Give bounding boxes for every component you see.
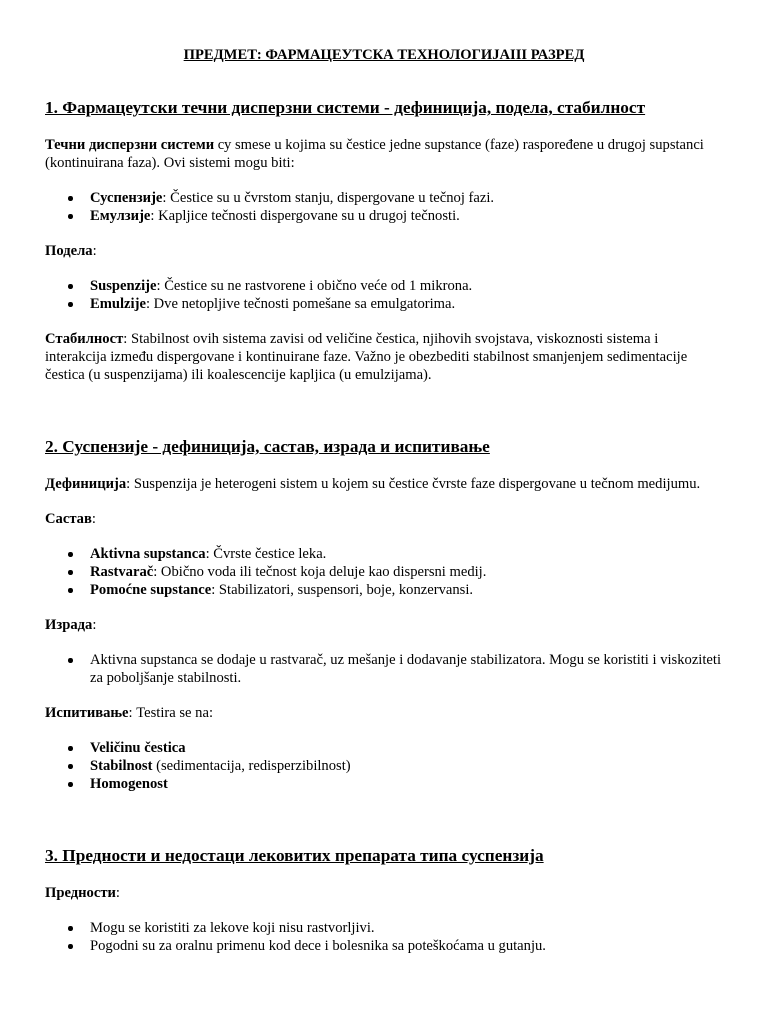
- list-item: Mogu se koristiti za lekove koji nisu rastvorljivi.: [90, 919, 723, 937]
- list-item-text: : Dve netopljive tečnosti pomešane sa emulgatorima.: [145, 296, 456, 312]
- advantages-colon: :: [115, 885, 120, 901]
- stability-paragraph: [45, 330, 723, 384]
- advantages-label-paragraph: [45, 884, 723, 902]
- preparation-colon: :: [92, 617, 97, 633]
- division-list: [45, 277, 723, 313]
- list-item-term: Emulzije: [90, 296, 146, 312]
- testing-list: [45, 739, 723, 793]
- preparation-label-paragraph: [45, 616, 723, 634]
- list-item: Aktivna supstanca se dodaje u rastvarač, uz mešanje i dodavanje stabilizatora. Mogu se koristiti i viskoziteti za poboljšanje stabilnosti.: [90, 652, 722, 686]
- list-item: [90, 739, 723, 757]
- division-label-paragraph: [45, 242, 723, 260]
- division-colon: :: [92, 243, 97, 259]
- list-item-term: Емулзије: [90, 208, 151, 224]
- list-item-text: : Čestice su ne rastvorene i obično veće od 1 mikrona.: [156, 278, 473, 294]
- testing-label: Испитивање: [45, 705, 129, 721]
- document-title: ПРЕДМЕТ: ФАРМАЦЕУТСКА ТЕХНОЛОГИЈАIII РАЗРЕД: [183, 47, 585, 63]
- list-item-term: Rastvarač: [90, 564, 154, 580]
- list-item-term: Pomoćne supstance: [90, 582, 212, 598]
- list-item-term: Suspenzije: [90, 278, 157, 294]
- testing-text: : Testira se na:: [128, 705, 213, 721]
- intro-term: Течни дисперзни системи: [45, 137, 215, 153]
- list-item-text: : Obično voda ili tečnost koja deluje kao dispersni medij.: [153, 564, 487, 580]
- advantages-label: Предности: [45, 885, 116, 901]
- definition-paragraph: [45, 475, 723, 493]
- list-item-text: : Čestice su u čvrstom stanju, dispergovane u tečnoj fazi.: [162, 190, 495, 206]
- stability-text: : Stabilnost ovih sistema zavisi od veličine čestica, njihovih svojstava, viskoznosti sistema i interakcija između dispergovane i kontinuirane faze. Važno je obezbediti stabilnost smanjenjem sedimentacije čestica (u suspenzijama) ili koalescencije kapljica (u emulzijama).: [45, 331, 688, 383]
- section-2-heading: 2. Суспензије - дефиниција, састав, израда и испитивање: [45, 437, 490, 456]
- list-item-text: : Stabilizatori, suspensori, boje, konzervansi.: [211, 582, 474, 598]
- composition-label: Састав: [45, 511, 92, 527]
- list-item: [90, 757, 723, 775]
- list-item-text: : Čvrste čestice leka.: [205, 546, 327, 562]
- definition-label: Дефиниција: [45, 476, 127, 492]
- list-item: [90, 563, 723, 581]
- division-label: Подела: [45, 243, 93, 259]
- list-item: [90, 545, 723, 563]
- list-item: [90, 295, 723, 313]
- system-types-list: [45, 189, 723, 225]
- list-item: Pogodni su za oralnu primenu kod dece i bolesnika sa poteškoćama u gutanju.: [90, 937, 723, 955]
- list-item: [90, 775, 723, 793]
- composition-colon: :: [91, 511, 96, 527]
- composition-label-paragraph: [45, 510, 723, 528]
- composition-list: [45, 545, 723, 599]
- preparation-list: [45, 651, 723, 687]
- list-item: [90, 277, 723, 295]
- list-item: [90, 581, 723, 599]
- intro-text: су smese u kojima su čestice jedne supstance (faze) raspoređene u drugoj supstanci (kontinuirana faza). Ovi sistemi mogu biti:: [45, 137, 704, 171]
- list-item-term: Aktivna supstanca: [90, 546, 206, 562]
- preparation-label: Израда: [45, 617, 93, 633]
- list-item-term: Veličinu čestica: [90, 740, 186, 756]
- testing-paragraph: [45, 704, 723, 722]
- list-item: [90, 207, 723, 225]
- section-1-intro: [45, 136, 723, 172]
- section-3-heading: 3. Предности и недостаци лековитих препарата типа суспензија: [45, 846, 544, 865]
- list-item: [90, 189, 723, 207]
- list-item-term: Homogenost: [90, 776, 168, 792]
- list-item-term: Суспензије: [90, 190, 163, 206]
- list-item-text: (sedimentacija, redisperzibilnost): [152, 758, 351, 774]
- section-1-heading: 1. Фармацеутски течни дисперзни системи - дефиниција, подела, стабилност: [45, 98, 646, 117]
- advantages-list: [45, 919, 723, 955]
- stability-label: Стабилност: [45, 331, 124, 347]
- definition-text: : Suspenzija je heterogeni sistem u kojem su čestice čvrste faze dispergovane u tečnom medijumu.: [126, 476, 701, 492]
- list-item-term: Stabilnost: [90, 758, 153, 774]
- list-item-text: : Kapljice tečnosti dispergovane su u drugoj tečnosti.: [150, 208, 460, 224]
